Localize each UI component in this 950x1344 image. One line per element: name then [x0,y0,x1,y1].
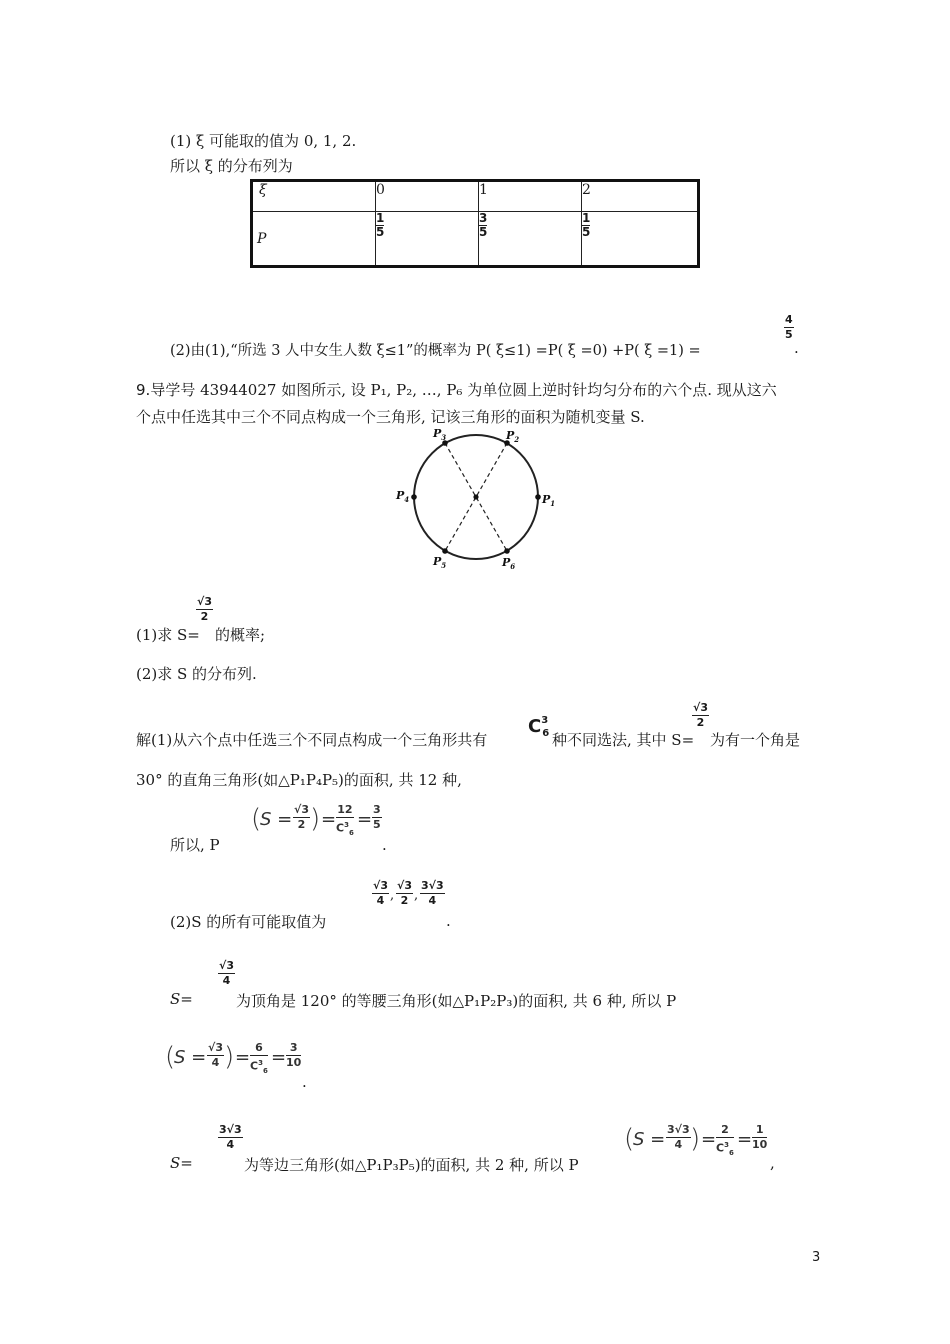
probability-expression-1: ( S = √3 2 ) = 12 $C^3_6$ = 3 5 [251,803,381,837]
s2-comma: , [770,1154,775,1172]
solution-part2-prefix: (2)S 的所有可能取值为 [170,913,327,931]
label-p1: $P_1$ [542,493,556,508]
point-p1 [535,494,541,500]
solution-line1-fraction: √3 2 [693,701,708,729]
question1-suffix: 的概率; [215,626,266,644]
label-p2: $P_2$ [506,429,520,444]
part2-period: . [794,339,799,357]
page-number: 3 [812,1250,821,1265]
solution-line2: 30° 的直角三角形(如△P₁P₄P₅)的面积, 共 12 种, [136,771,462,789]
table-header-0: 0 [376,181,479,212]
table-prob-0: $\frac{1}{5}$ [376,212,479,267]
distribution-table [250,179,700,268]
label-p5: $P_5$ [433,555,447,570]
s2-fraction: 3√3 4 [219,1123,242,1151]
solution-line1c: 为有一个角是 [710,731,801,749]
part1-line1: (1) ξ 可能取的值为 0, 1, 2. [170,132,357,150]
table-header-xi: ξ [252,181,376,212]
probability-expression-2: ( S = √3 4 ) = 6 $C^3_6$ = 3 10 [165,1041,302,1075]
s1-text: 为顶角是 120° 的等腰三角形(如△P₁P₂P₃)的面积, 共 6 种, 所以 P [236,992,677,1010]
label-p6: $P_6$ [502,556,516,571]
s1-period: . [302,1073,307,1091]
center-point [473,494,478,499]
table-header-2: 2 [582,181,699,212]
s1-prefix: S= [170,990,193,1008]
question1-fraction: √3 2 [197,595,212,623]
problem9-line1: 9.导学号 43944027 如图所示, 设 P₁, P₂, …, P₆ 为单位圆上逆时针均匀分布的六个点. 现从这六 [136,381,777,399]
possible-values: √3 4 , √3 2 , 3√3 4 [373,879,444,907]
problem9-line2: 个点中任选其中三个不同点构成一个三角形, 记该三角形的面积为随机变量 S. [136,408,645,426]
combination-c63: $C^3_6$ [528,715,550,739]
s2-text: 为等边三角形(如△P₁P₃P₅)的面积, 共 2 种, 所以 P [244,1156,579,1174]
table-header-1: 1 [479,181,582,212]
question2: (2)求 S 的分布列. [136,665,257,683]
s2-prefix: S= [170,1154,193,1172]
label-p4: $P_4$ [396,489,410,504]
point-p6 [504,548,510,554]
point-p5 [442,548,448,554]
unit-circle-figure [390,425,560,573]
probability-expression-3: ( S = 3√3 4 ) = 2 $C^3_6$ = 1 10 [624,1123,768,1157]
table-prob-1: $\frac{3}{5}$ [479,212,582,267]
part2-answer-fraction: 4 5 [785,313,793,341]
question1-prefix: (1)求 S= [136,626,200,644]
part2-text: (2)由(1),“所选 3 人中女生人数 ξ≤1”的概率为 P( ξ≤1) =P( ξ =0) +P( ξ =1) = [170,343,701,359]
table-prob-2: $\frac{1}{5}$ [582,212,699,267]
part2-period: . [446,912,451,930]
solution-line1b: 种不同选法, 其中 S= [552,731,695,749]
point-p4 [411,494,417,500]
solution-line3-prefix: 所以, P [170,836,220,854]
solution-line1a: 解(1)从六个点中任选三个不同点构成一个三角形共有 [136,731,488,749]
table-row-label: P [252,212,376,267]
s1-fraction: √3 4 [219,959,234,987]
label-p3: $P_3$ [433,427,447,442]
part1-line2: 所以 ξ 的分布列为 [170,157,293,175]
line3-period: . [382,836,387,854]
